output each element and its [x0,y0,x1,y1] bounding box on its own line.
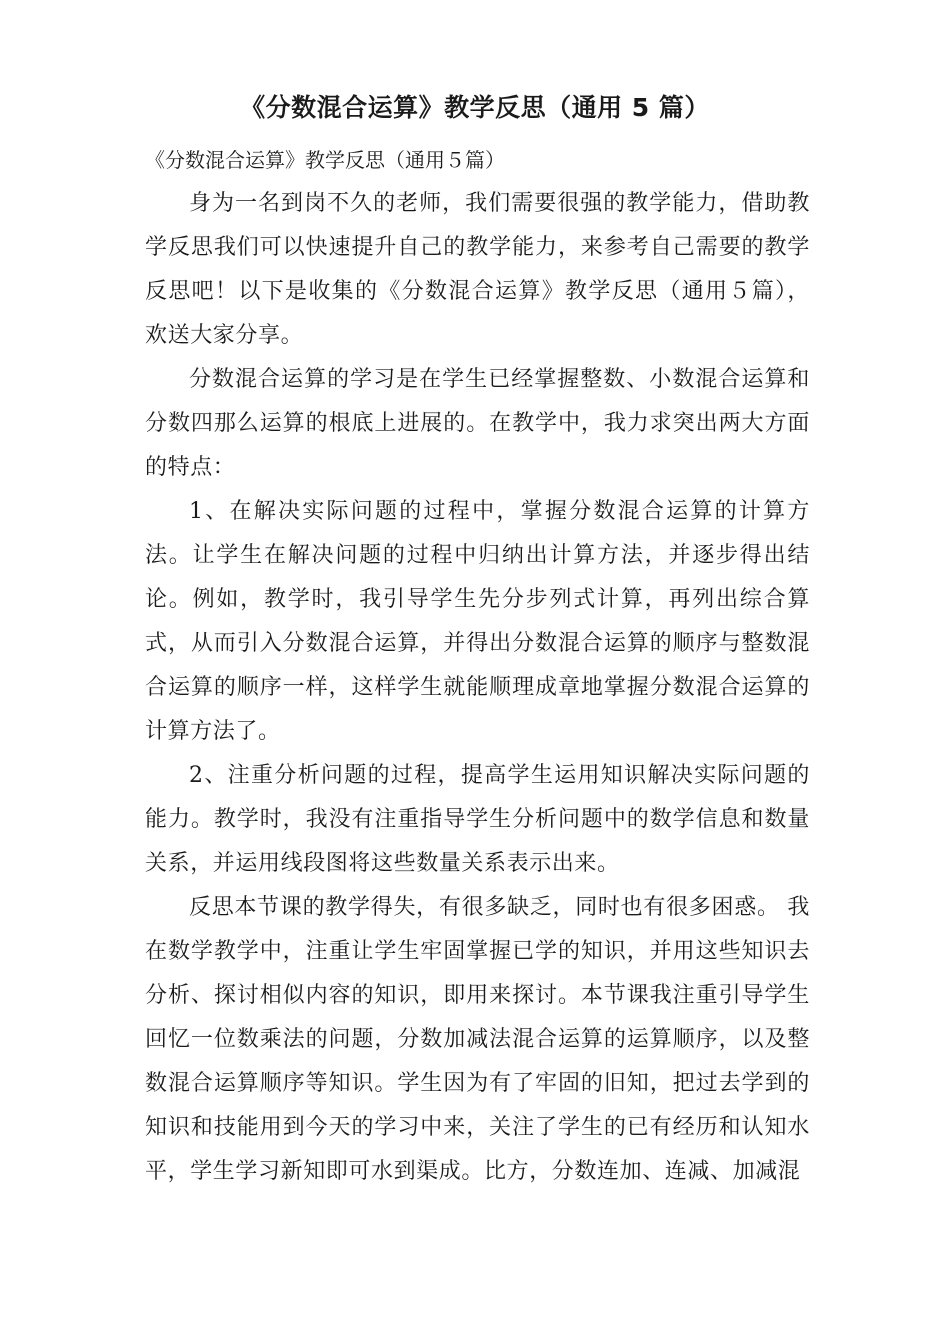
document-body [145,138,810,1194]
paragraph-overview: 分数混合运算的学习是在学生已经掌握整数、小数混合运算和分数四那么运算的根底上进展的。在教学中，我力求突出两大方面的特点： [145,367,810,480]
paragraph-point-2: 2、注重分析问题的过程，提高学生运用知识解决实际问题的能力。教学时，我没有注重指导学生分析问题中的数学信息和数量关系，并运用线段图将这些数量关系表示出来。 [145,763,810,876]
document-subtitle: 《分数混合运算》教学反思（通用５篇） [145,148,505,172]
paragraph-point-1: 1、在解决实际问题的过程中，掌握分数混合运算的计算方法。让学生在解决问题的过程中归纳出计算方法，并逐步得出结论。例如，教学时，我引导学生先分步列式计算，再列出综合算式，从而引入分数混合运算，并得出分数混合运算的顺序与整数混合运算的顺序一样，这样学生就能顺理成章地掌握分数混合运算的计算方法了。 [145,499,810,744]
paragraph-intro: 身为一名到岗不久的老师，我们需要很强的教学能力，借助教学反思我们可以快速提升自己的教学能力，来参考自己需要的教学反思吧！以下是收集的《分数混合运算》教学反思（通用５篇），欢送大家分享。 [145,191,810,348]
document-title: 《分数混合运算》教学反思（通用 5 篇） [240,93,710,122]
paragraph-reflection: 反思本节课的教学得失，有很多缺乏，同时也有很多困惑。 我在数学教学中，注重让学生牢固掌握已学的知识，并用这些知识去分析、探讨相似内容的知识，即用来探讨。本节课我注重引导学生回忆一位数乘法的问题，分数加减法混合运算的运算顺序，以及整数混合运算顺序等知识。学生因为有了牢固的旧知，把过去学到的知识和技能用到今天的学习中来，关注了学生的已有经历和认知水平，学生学习新知即可水到渠成。比方，分数连加、连减、加减混 [145,895,810,1184]
